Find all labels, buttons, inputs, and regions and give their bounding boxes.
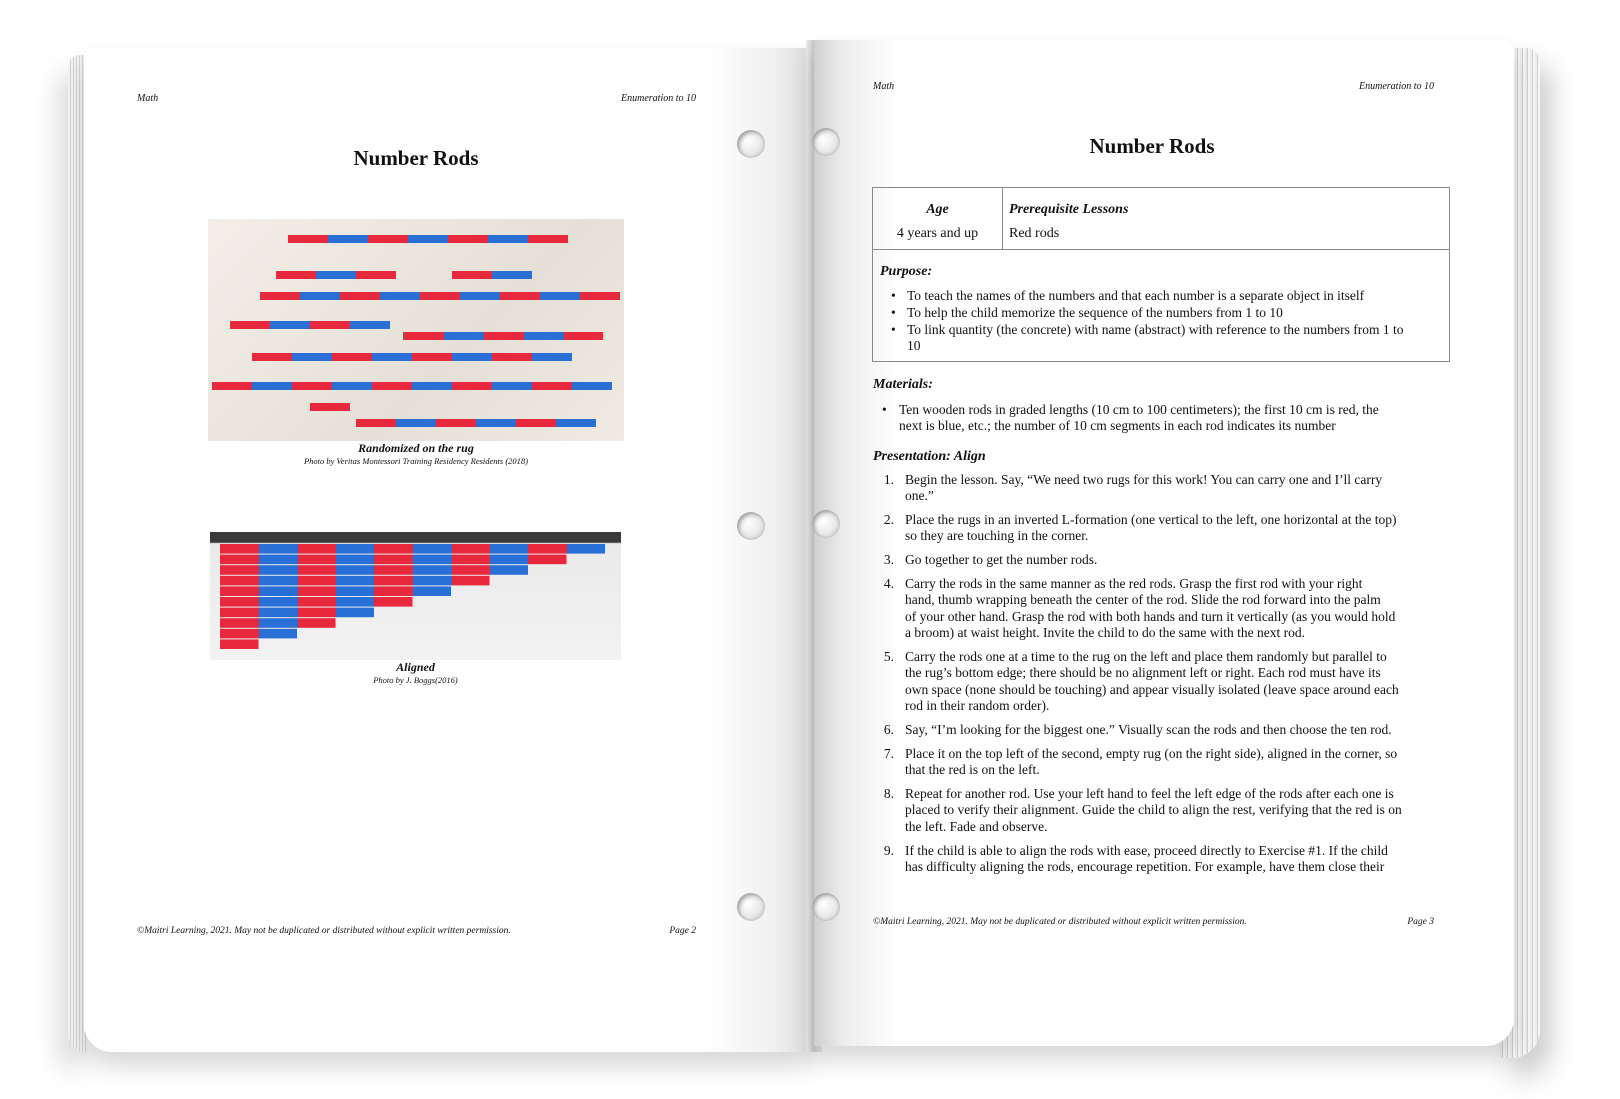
binder-hole (812, 893, 840, 921)
rod-segment (413, 576, 452, 586)
right-header-chapter: Enumeration to 10 (1359, 81, 1434, 92)
rod-segment (492, 353, 532, 361)
rod-segment (297, 586, 336, 596)
rod-segment (297, 576, 336, 586)
rod-segment (276, 271, 316, 279)
rod-segment (336, 597, 375, 607)
rod-segment (420, 292, 460, 300)
materials-label: Materials: (873, 377, 933, 392)
bullet: • (891, 305, 896, 320)
rod-segment (413, 555, 452, 565)
rod-segment (270, 321, 310, 329)
step-text-line: placed to verify their alignment. Guide the child to align the rest, verifying that the red is on (905, 802, 1402, 818)
rod-segment (336, 555, 375, 565)
prereq-label: Prerequisite Lessons (1009, 202, 1129, 217)
rod-segment (292, 382, 332, 390)
photo1-caption: Randomized on the rug (358, 441, 474, 455)
rod-segment (220, 608, 259, 618)
right-footer-copyright: ©Maitri Learning, 2021. May not be duplicated or distributed without explicit written permission. (873, 917, 1247, 927)
step-text-line: one.” (905, 488, 934, 504)
binder-hole (737, 512, 765, 540)
bullet: • (891, 288, 896, 303)
rod-segment (220, 586, 259, 596)
rod-segment (412, 353, 452, 361)
rod-segment (490, 555, 529, 565)
rod-segment (372, 353, 412, 361)
aligned-rods-image (210, 532, 621, 660)
right-footer-page-number: Page 3 (1407, 917, 1434, 927)
rod-segment (492, 271, 532, 279)
left-page-title: Number Rods (353, 146, 479, 170)
photo1-credit: Photo by Veritas Montessori Training Residency Residents (2018) (303, 456, 529, 466)
rod-segment (523, 332, 563, 340)
rod-segment (336, 576, 375, 586)
step-number: 5. (883, 649, 894, 664)
step-number: 8. (883, 786, 894, 801)
rod-segment (374, 586, 413, 596)
rod-segment (516, 419, 556, 427)
rod-segment (336, 565, 375, 575)
rod-segment (556, 419, 596, 427)
binder-hole (812, 510, 840, 538)
rod-segment (528, 235, 568, 243)
step-text-line: the left. Fade and observe. (905, 818, 1048, 834)
step-text-line: of your other hand. Grasp the rod with both hands and turn it vertically (as you would hold (905, 608, 1396, 624)
rod-segment (356, 271, 396, 279)
rod-segment (403, 332, 443, 340)
rod-segment (374, 565, 413, 575)
rod-segment (451, 555, 490, 565)
rod-segment (332, 382, 372, 390)
rod-segment (336, 608, 375, 618)
rod-segment (220, 629, 259, 639)
rod-segment (259, 608, 298, 618)
rod-segment (328, 235, 368, 243)
step-text-line: Begin the lesson. Say, “We need two rugs for this work! You can carry one and I’ll carry (905, 472, 1383, 487)
left-header-chapter: Enumeration to 10 (621, 93, 696, 104)
rod-segment (451, 565, 490, 575)
step-number: 6. (883, 722, 894, 737)
right-header-subject: Math (873, 81, 895, 92)
randomized-rods-image (208, 219, 624, 441)
rod-segment (297, 555, 336, 565)
rod-segment (452, 271, 492, 279)
photo-randomized-rods (208, 219, 624, 441)
rod-segment (488, 235, 528, 243)
step-text-line: If the child is able to align the rods with ease, proceed directly to Exercise #1. If the child (905, 843, 1388, 858)
rod-segment (259, 544, 298, 554)
rod-segment (316, 271, 356, 279)
rod-segment (220, 618, 259, 628)
rod-segment (451, 544, 490, 554)
rod-segment (532, 353, 572, 361)
purpose-item: To link quantity (the concrete) with name (abstract) with reference to the numbers from 1 to (907, 322, 1404, 337)
rod-segment (297, 565, 336, 575)
left-footer-copyright: ©Maitri Learning, 2021. May not be duplicated or distributed without explicit written permission. (137, 926, 511, 936)
step-text-line: that the red is on the left. (905, 762, 1040, 778)
rod-segment (540, 292, 580, 300)
lesson-info-table (872, 187, 1450, 362)
prereq-value: Red rods (1009, 226, 1060, 241)
rod-segment (252, 353, 292, 361)
photo2-caption: Aligned (396, 660, 435, 674)
table-row-age-prereq (873, 188, 1449, 250)
materials-line: next is blue, etc.; the number of 10 cm segments in each rod indicates its number (899, 418, 1336, 433)
rod-segment (372, 382, 412, 390)
right-page-title: Number Rods (1089, 134, 1215, 158)
step-text-line: so they are touching in the corner. (905, 528, 1089, 544)
step-number: 1. (883, 472, 894, 487)
rod-segment (380, 292, 420, 300)
rod-segment (336, 586, 375, 596)
step-text-line: Carry the rods in the same manner as the red rods. Grasp the first rod with your right (905, 576, 1363, 591)
rod-segment (220, 576, 259, 586)
rod-segment (259, 586, 298, 596)
binder-hole (737, 130, 765, 158)
bullet: • (891, 322, 896, 337)
rod-segment (413, 565, 452, 575)
rod-segment (220, 639, 259, 649)
rod-segment (297, 618, 336, 628)
rod-segment (260, 292, 300, 300)
rod-segment (220, 544, 259, 554)
presentation-label: Presentation: Align (873, 449, 986, 464)
rod-segment (356, 419, 396, 427)
step-text-line: rod in their random order). (905, 697, 1050, 713)
rod-segment (408, 235, 448, 243)
purpose-item: To help the child memorize the sequence of the numbers from 1 to 10 (907, 305, 1283, 320)
step-text-line: Carry the rods one at a time to the rug on the left and place them randomly but parallel to (905, 649, 1387, 664)
rod-segment (350, 321, 390, 329)
rod-segment (374, 597, 413, 607)
rod-segment (297, 608, 336, 618)
purpose-item: To teach the names of the numbers and that each number is a separate object in itself (907, 288, 1365, 303)
rod-segment (220, 565, 259, 575)
rod-segment (300, 292, 340, 300)
step-text-line: the rug’s bottom edge; there should be no alignment left or right. Each rod must have its (905, 665, 1381, 681)
step-number: 2. (883, 512, 894, 527)
step-number: 4. (883, 576, 894, 591)
rod-segment (528, 544, 567, 554)
step-text-line: Place it on the top left of the second, empty rug (on the right side), aligned in the corner, so (905, 746, 1398, 761)
rod-segment (413, 544, 452, 554)
rod-segment (332, 353, 372, 361)
rod-segment (374, 555, 413, 565)
rod-segment (374, 544, 413, 554)
rod-segment (297, 597, 336, 607)
rod-segment (292, 353, 332, 361)
rod-segment (580, 292, 620, 300)
rod-segment (310, 321, 350, 329)
age-value: 4 years and up (896, 226, 979, 241)
step-text-line: Go together to get the number rods. (905, 552, 1098, 567)
rod-segment (460, 292, 500, 300)
rod-segment (220, 597, 259, 607)
rod-segment (452, 382, 492, 390)
rod-segment (259, 597, 298, 607)
step-text-line: Say, “I’m looking for the biggest one.” Visually scan the rods and then choose the ten rod. (905, 722, 1392, 737)
purpose-item-cont: 10 (907, 338, 921, 353)
bullet: • (882, 402, 887, 417)
rod-segment (476, 419, 516, 427)
left-footer-page-number: Page 2 (669, 926, 696, 936)
rod-segment (451, 576, 490, 586)
rod-segment (340, 292, 380, 300)
rod-segment (452, 353, 492, 361)
rod-segment (396, 419, 436, 427)
rod-segment (528, 555, 567, 565)
rod-segment (336, 544, 375, 554)
rod-segment (310, 403, 350, 411)
rod-segment (374, 576, 413, 586)
rod-segment (412, 382, 452, 390)
step-number: 9. (883, 843, 894, 858)
age-label: Age (926, 202, 949, 217)
rod-segment (230, 321, 270, 329)
rod-segment (259, 618, 298, 628)
left-header-subject: Math (137, 93, 159, 104)
rod-segment (413, 586, 452, 596)
rod-segment (288, 235, 328, 243)
rod-segment (483, 332, 523, 340)
rod-segment (259, 565, 298, 575)
rod-segment (443, 332, 483, 340)
binder-hole (737, 893, 765, 921)
rod-segment (490, 544, 529, 554)
rod-segment (563, 332, 603, 340)
rod-segment (368, 235, 408, 243)
step-text-line: hand, thumb wrapping beneath the center of the rod. Slide the rod forward into the palm (905, 592, 1381, 608)
rod-segment (220, 555, 259, 565)
step-number: 3. (883, 552, 894, 567)
binder-hole (812, 128, 840, 156)
rod-segment (259, 629, 298, 639)
purpose-label: Purpose: (880, 264, 933, 279)
rod-segment (448, 235, 488, 243)
step-text-line: Place the rugs in an inverted L-formation (one vertical to the left, one horizontal at the top) (905, 512, 1397, 527)
materials-line: Ten wooden rods in graded lengths (10 cm to 100 centimeters); the first 10 cm is red, the (899, 402, 1379, 417)
rod-segment (490, 565, 529, 575)
step-text-line: Repeat for another rod. Use your left hand to feel the left edge of the rods after each one is (905, 786, 1394, 801)
rod-segment (567, 544, 606, 554)
rod-segment (297, 544, 336, 554)
rod-segment (252, 382, 292, 390)
photo-aligned-rods (210, 532, 621, 660)
rod-segment (572, 382, 612, 390)
step-text-line: own space (none should be touching) and appear visually isolated (leave space around each (905, 681, 1399, 697)
step-text-line: a broom) at waist height. Invite the child to do the same with the next rod. (905, 624, 1306, 640)
step-number: 7. (883, 746, 894, 761)
rod-segment (532, 382, 572, 390)
step-text-line: has difficulty aligning the rods, encourage repetition. For example, have them close their (905, 859, 1385, 875)
rod-segment (212, 382, 252, 390)
rod-segment (259, 576, 298, 586)
rod-segment (500, 292, 540, 300)
rod-segment (492, 382, 532, 390)
photo2-credit: Photo by J. Boggs(2016) (373, 675, 458, 685)
rod-segment (259, 555, 298, 565)
rod-segment (436, 419, 476, 427)
